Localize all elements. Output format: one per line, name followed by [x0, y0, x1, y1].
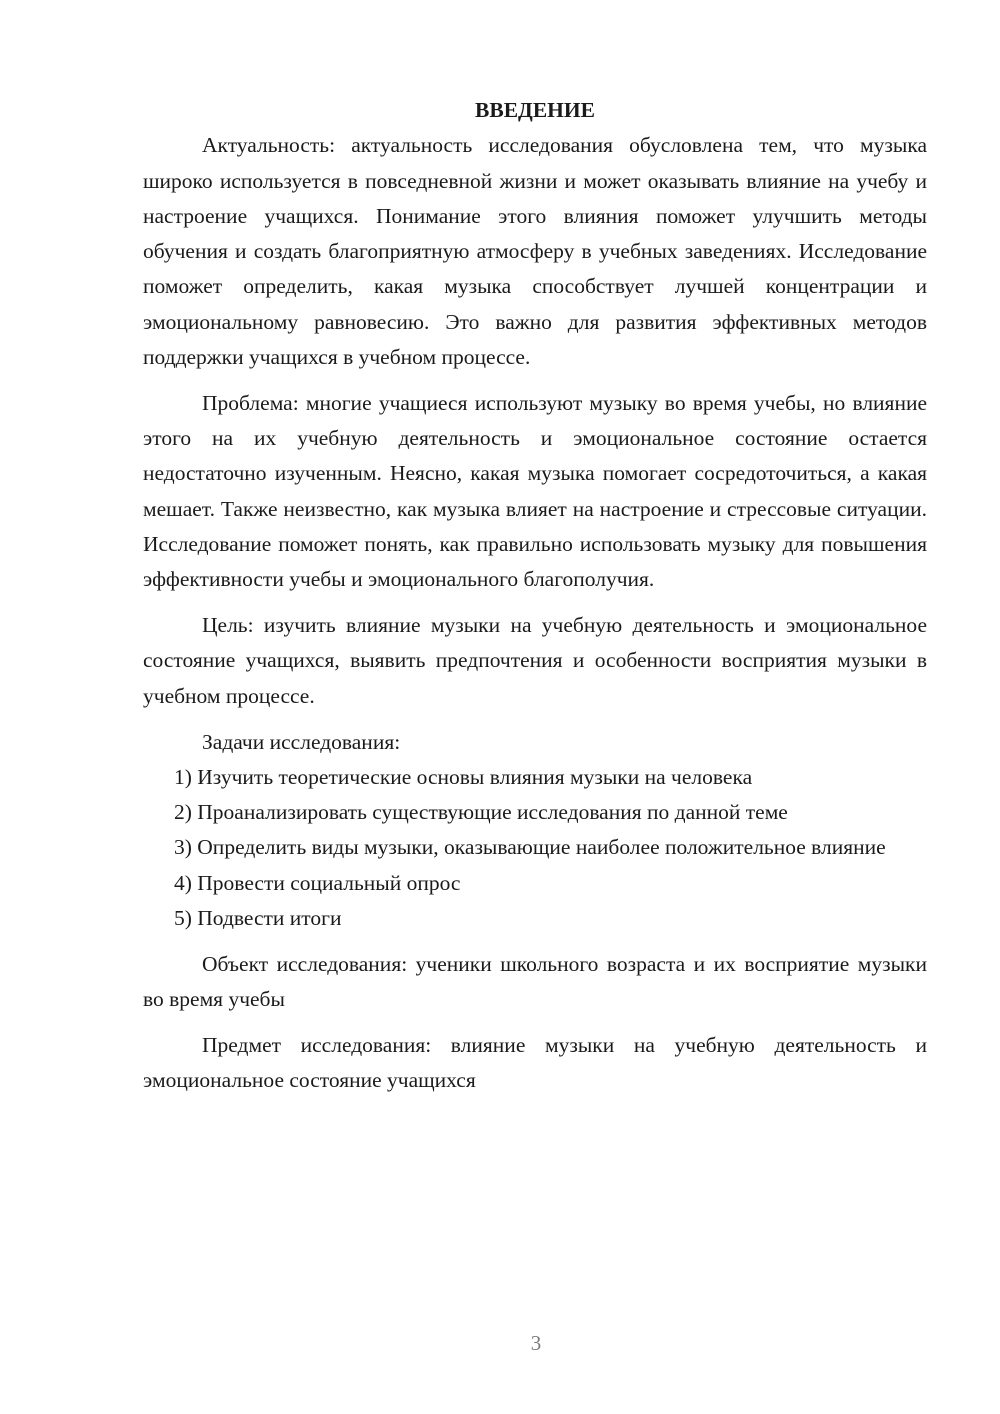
- task-item: 2) Проанализировать существующие исследования по данной теме: [174, 800, 788, 825]
- paragraph-subject: Предмет исследования: влияние музыки на учебную деятельность и эмоциональное состояние учащихся: [143, 1032, 927, 1093]
- section-title: ВВЕДЕНИЕ: [475, 98, 595, 122]
- paragraph-object: Объект исследования: ученики школьного возраста и их восприятие музыки во время учебы: [143, 951, 927, 1012]
- paragraph-goal: Цель: изучить влияние музыки на учебную деятельность и эмоциональное состояние учащихся, выявить предпочтения и особенности восприятия музыки в учебном процессе.: [143, 613, 927, 708]
- paragraph-problem: Проблема: многие учащиеся используют музыку во время учебы, но влияние этого на их учебную деятельность и эмоциональное состояние остается недостаточно изученным. Неясно, какая музыка помогает сосредоточиться, а какая мешает. Также неизвестно, как музыка влияет на настроение и стрессовые ситуации. Исследование поможет понять, как правильно использовать музыку для повышения эффективности учебы и эмоционального благополучия.: [143, 390, 927, 592]
- paragraph-relevance: Актуальность: актуальность исследования обусловлена тем, что музыка широко используется в повседневной жизни и может оказывать влияние на учебу и настроение учащихся. Понимание этого влияния поможет улучшить методы обучения и создать благоприятную атмосферу в учебных заведениях. Исследование поможет определить, какая музыка способствует лучшей концентрации и эмоциональному равновесию. Это важно для развития эффективных методов поддержки учащихся в учебном процессе.: [143, 133, 927, 370]
- page-content: [143, 93, 927, 1099]
- tasks-heading: Задачи исследования:: [202, 729, 401, 754]
- task-item: 3) Определить виды музыки, оказывающие наиболее положительное влияние: [174, 835, 886, 860]
- task-item: 1) Изучить теоретические основы влияния музыки на человека: [174, 764, 753, 789]
- task-item: 4) Провести социальный опрос: [174, 870, 461, 895]
- page-number: 3: [530, 1331, 542, 1355]
- task-item: 5) Подвести итоги: [174, 906, 342, 931]
